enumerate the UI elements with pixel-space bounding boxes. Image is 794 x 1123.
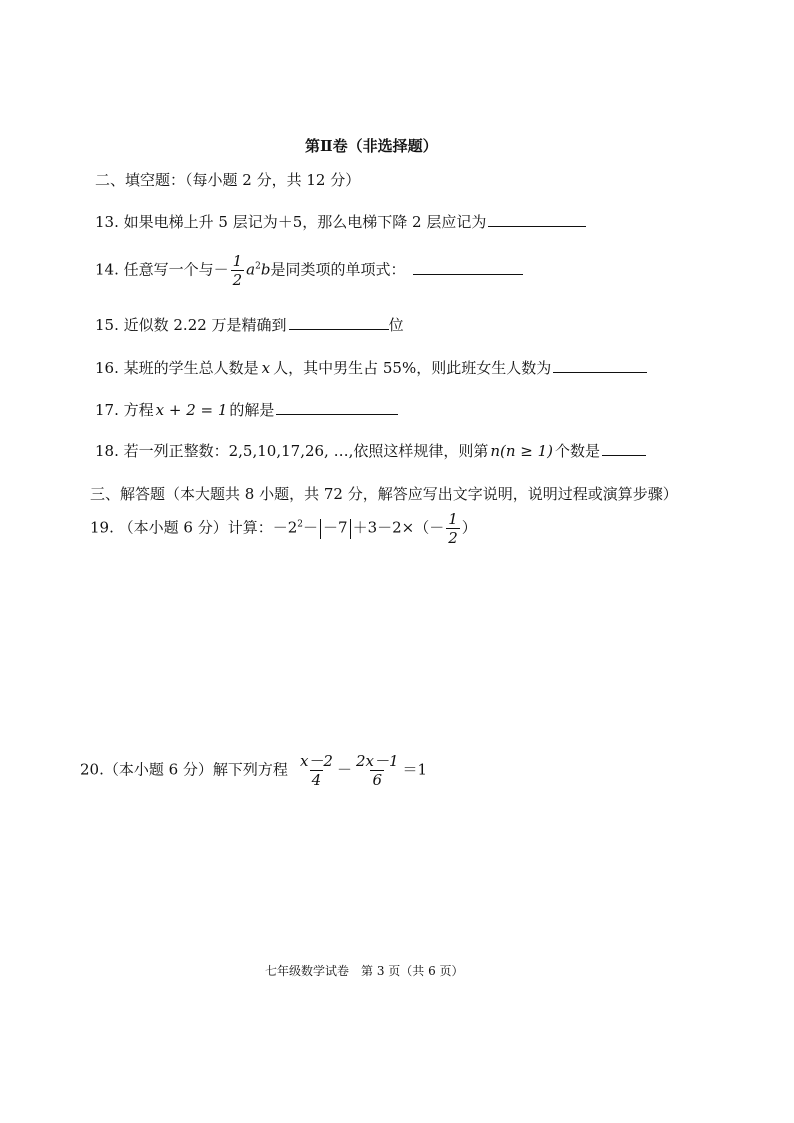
question-14-suffix: 是同类项的单项式： (270, 260, 406, 279)
expr-b: － (303, 518, 319, 537)
answer-blank-13[interactable] (488, 212, 586, 227)
equation: x + 2 = 1 (155, 401, 228, 419)
monomial-b: b (260, 260, 271, 279)
question-20 (80, 752, 427, 789)
question-17 (95, 400, 398, 420)
answer-blank-17[interactable] (276, 400, 398, 415)
question-14-prefix: 14. 任意写一个与－ (95, 260, 229, 279)
question-15 (95, 315, 404, 335)
variable-x: x (261, 359, 271, 377)
question-18-suffix: 个数是 (555, 442, 601, 460)
question-17-prefix: 17. 方程 (95, 401, 154, 419)
fraction-1: $\frac{x-2}{4}$ (299, 752, 333, 789)
section-title: 第Ⅱ卷（非选择题） (305, 137, 438, 155)
fraction-half: $\frac{1}{2}$ (448, 510, 458, 547)
answer-blank-15[interactable] (289, 315, 389, 330)
equation-rhs: ＝1 (402, 760, 428, 779)
question-16-suffix: 人，其中男生占 55%，则此班女生人数为 (273, 359, 552, 377)
part2-heading: 二、填空题：（每小题 2 分，共 12 分） (95, 171, 361, 189)
question-13-text: 13. 如果电梯上升 5 层记为＋5，那么电梯下降 2 层应记为 (95, 213, 487, 231)
fraction-half: $\frac{1}{2}$ (232, 252, 243, 289)
expr-a: －2 (272, 518, 298, 537)
minus-sign: － (336, 760, 352, 779)
question-17-suffix: 的解是 (229, 401, 275, 419)
answer-blank-14[interactable] (413, 260, 523, 275)
question-15-prefix: 15. 近似数 2.22 万是精确到 (95, 316, 287, 334)
monomial-a: a (246, 260, 256, 279)
question-16 (95, 358, 647, 378)
question-20-label: 20.（本小题 6 分）解下列方程 (80, 760, 288, 779)
exponent: 2 (297, 519, 303, 530)
question-14 (95, 252, 523, 289)
exponent: 2 (255, 261, 261, 272)
question-15-suffix: 位 (388, 316, 404, 334)
question-19-label: 19. （本小题 6 分）计算： (90, 518, 273, 537)
abs-bar-right (350, 519, 351, 539)
part3-heading: 三、解答题（本大题共 8 小题，共 72 分，解答应写出文字说明，说明过程或演算步骤） (90, 485, 678, 503)
question-18-prefix: 18. 若一列正整数：2,5,10,17,26, …,依照这样规律，则第 (95, 442, 489, 460)
condition: n(n ≥ 1) (490, 442, 554, 460)
fraction-2: $\frac{2x-1}{6}$ (355, 752, 399, 789)
abs-bar-left (320, 519, 321, 539)
abs-inner: －7 (323, 518, 348, 537)
page-footer: 七年级数学试卷 第 3 页（共 6 页） (265, 964, 464, 978)
question-19 (90, 510, 477, 547)
answer-blank-18[interactable] (602, 441, 646, 456)
question-13 (95, 212, 586, 232)
answer-blank-16[interactable] (553, 358, 647, 373)
expr-c: ＋3－2×（－ (352, 518, 445, 537)
question-18 (95, 441, 646, 461)
question-16-prefix: 16. 某班的学生总人数是 (95, 359, 259, 377)
close-paren: ） (461, 518, 477, 537)
